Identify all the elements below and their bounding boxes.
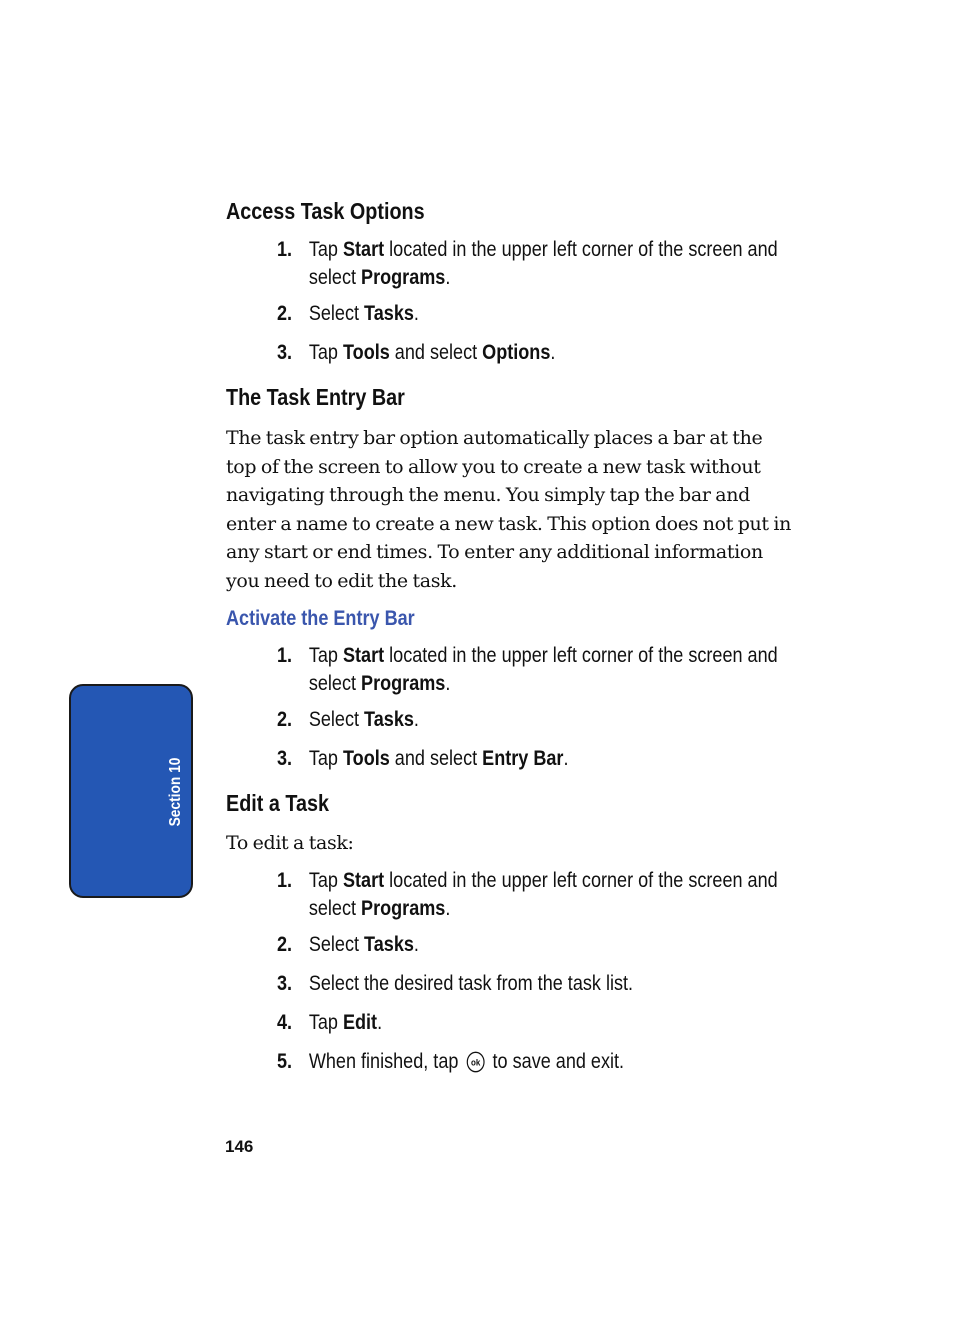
- activate-step-3: 3. Tap Tools and select Entry Bar.: [277, 747, 569, 770]
- edit-step-5: 5. When finished, tap ok to save and exit.: [277, 1050, 625, 1073]
- activate-step-2: 2. Select Tasks.: [277, 708, 419, 731]
- edit-step-4: 4. Tap Edit.: [277, 1011, 383, 1034]
- section-tab-label: Section 10: [167, 757, 184, 827]
- access-step-2: 2. Select Tasks.: [277, 302, 419, 325]
- access-step-1: 1. Tap Start located in the upper left corner of the screen and select Programs.: [277, 238, 778, 289]
- heading-task-entry-bar: The Task Entry Bar: [226, 384, 405, 410]
- svg-text:ok: ok: [470, 1056, 481, 1068]
- heading-activate-entry-bar: Activate the Entry Bar: [226, 607, 415, 630]
- activate-step-1: 1. Tap Start located in the upper left corner of the screen and select Programs.: [277, 644, 778, 695]
- edit-step-1: 1. Tap Start located in the upper left corner of the screen and select Programs.: [277, 869, 778, 920]
- heading-edit-a-task: Edit a Task: [226, 790, 329, 816]
- edit-intro: To edit a task:: [226, 832, 354, 854]
- page-number: 146: [225, 1137, 254, 1156]
- access-step-3: 3. Tap Tools and select Options.: [277, 341, 556, 364]
- heading-access-task-options: Access Task Options: [226, 198, 425, 224]
- edit-step-3: 3. Select the desired task from the task list.: [277, 972, 634, 995]
- edit-step-2: 2. Select Tasks.: [277, 933, 419, 956]
- entry-bar-paragraph: The task entry bar option automatically places a bar at the top of the screen to allow you to create a new task without navigating through the menu. You simply tap the bar and enter a name to create a new task. This option does not put in any start or end times. To enter any additional information you need to edit the task.: [226, 427, 791, 592]
- ok-icon: [466, 1051, 485, 1073]
